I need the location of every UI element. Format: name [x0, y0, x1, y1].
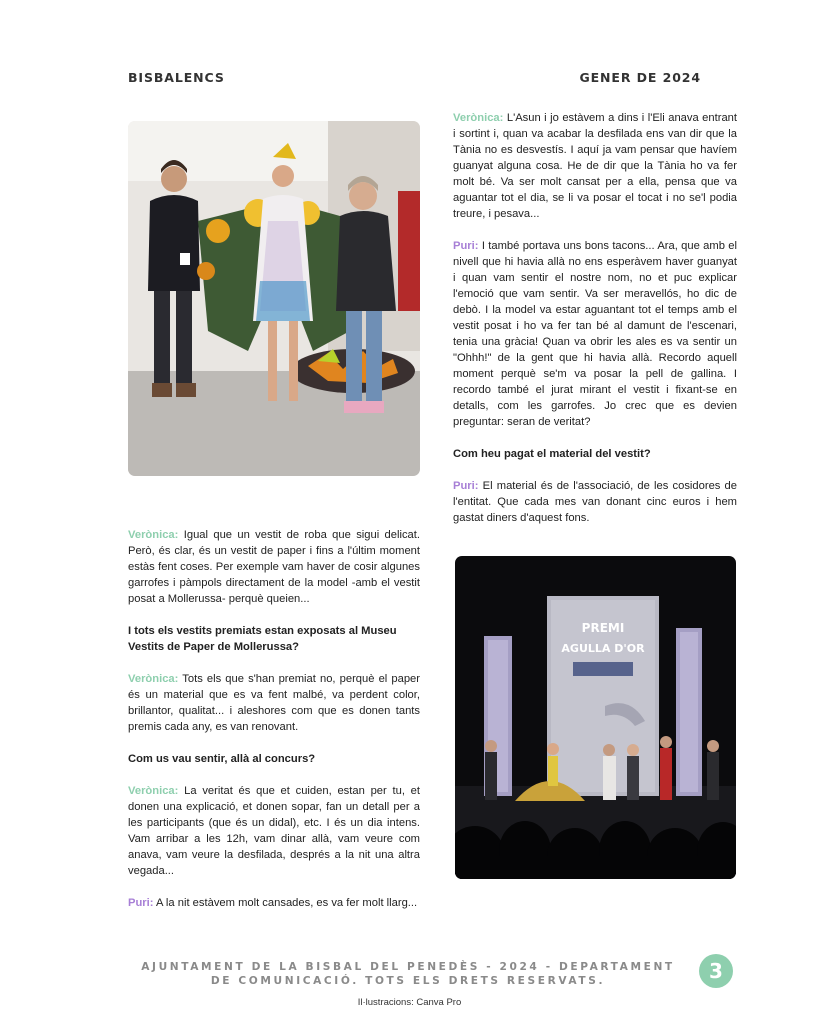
paragraph-text: El material és de l'associació, de les cosidores de l'entitat. Que cada mes van donant cinc euros i hem gastat diners d'aquest fons. [453, 480, 737, 524]
speaker-label-veronica: Verònica: [453, 112, 504, 124]
paragraph-text: Tots els que s'han premiat no, perquè el paper és un material que es va fent malbé, va perdent color, brillantor, qualitat... i aleshores com que es donen tants premis cada any, es van renovant. [128, 673, 420, 733]
speaker-label-veronica: Verònica: [128, 529, 179, 541]
paragraph [453, 238, 737, 430]
stage-screen-line2: AGULLA D'OR [561, 642, 645, 655]
paragraph-text: I també portava uns bons tacons... Ara, que amb el nivell que hi havia allà no ens esperàvem haver guanyat i quan vam sentir el nostre nom, no et puc explicar l'emoció que vam sentir. Va ser meravellós, ho dic de debò. I la model va estar aguantant tot el temps amb el vestit posat i ho va fer tan bé al damunt de l'escenari, tenia una gràcia! Quan va obrir les ales es va sentir un "Ohhh!" de la gent que hi havia allà. Recordo aquell moment perquè se'm va posar la pell de gallina. I recordo també el jurat mirant el vestit i fixant-se en detalls, com les garrofes. Jo crec que es devien preguntar: seran de veritat? [453, 240, 737, 428]
paragraph [128, 527, 420, 607]
left-text-column [128, 527, 420, 927]
speaker-label-veronica: Verònica: [128, 785, 179, 797]
interview-question: Com us vau sentir, allà al concurs? [128, 753, 316, 765]
publication-title: BISBALENCS [128, 70, 225, 85]
paragraph [453, 110, 737, 222]
speaker-label-puri: Puri: [453, 480, 479, 492]
speaker-label-puri: Puri: [128, 897, 154, 909]
right-text-column [453, 110, 737, 542]
issue-date: GENER DE 2024 [579, 70, 701, 85]
page-number-badge: 3 [699, 954, 733, 988]
speaker-label-puri: Puri: [453, 240, 479, 252]
paragraph-text: A la nit estàvem molt cansades, es va fer molt llarg... [155, 897, 418, 909]
interview-question: I tots els vestits premiats estan exposats al Museu Vestits de Paper de Mollerussa? [128, 625, 397, 653]
paragraph [453, 478, 737, 526]
stage-screen-line1: PREMI [581, 621, 625, 635]
footer-line2: DE COMUNICACIÓ. TOTS ELS DRETS RESERVATS. [210, 975, 606, 987]
paragraph [128, 671, 420, 735]
photo-paper-dress-exhibition [128, 121, 420, 476]
paragraph-text: Igual que un vestit de roba que sigui delicat. Però, és clar, és un vestit de paper i fins a l'últim moment estàs fent coses. Per exemple vam haver de cosir algunes garrofes i pàmpols directament de la model -amb el vestit posat a Mollerussa- perquè queien... [128, 529, 420, 605]
paragraph [128, 895, 420, 911]
illustration-credit: Il·lustracions: Canva Pro [357, 997, 462, 1008]
paragraph-text: La veritat és que et cuiden, estan per tu, et donen una explicació, et donen sopar, fan un detall per a les participants (que és un didal), etc. I és un dia intens. Vam arribar a les 12h, vam dinar allà, vam veure com anava, vam veure la desfilada, després a la nit una altra vegada... [128, 785, 421, 877]
paragraph [128, 783, 420, 879]
paragraph-text: L'Asun i jo estàvem a dins i l'Eli anava entrant i sortint i, quan va acabar la desfilada ens van dir que la Tània no es desvestís. I aquí ja vam pensar que havíem guanyat alguna cosa. He de dir que la Tània ho va fer molt bé. Va ser molt cansat per a ella, pensa que va aguantar tot el dia, se li va posar el tocat i no se'l podia treure, i pesava... [453, 112, 738, 220]
interview-question: Com heu pagat el material del vestit? [453, 448, 651, 460]
photo-award-ceremony-stage [455, 556, 736, 879]
speaker-label-veronica: Verònica: [128, 673, 179, 685]
footer-line1: AJUNTAMENT DE LA BISBAL DEL PENEDÈS - 2024 - DEPARTAMENT [141, 961, 675, 973]
footer-copyright [128, 960, 688, 988]
